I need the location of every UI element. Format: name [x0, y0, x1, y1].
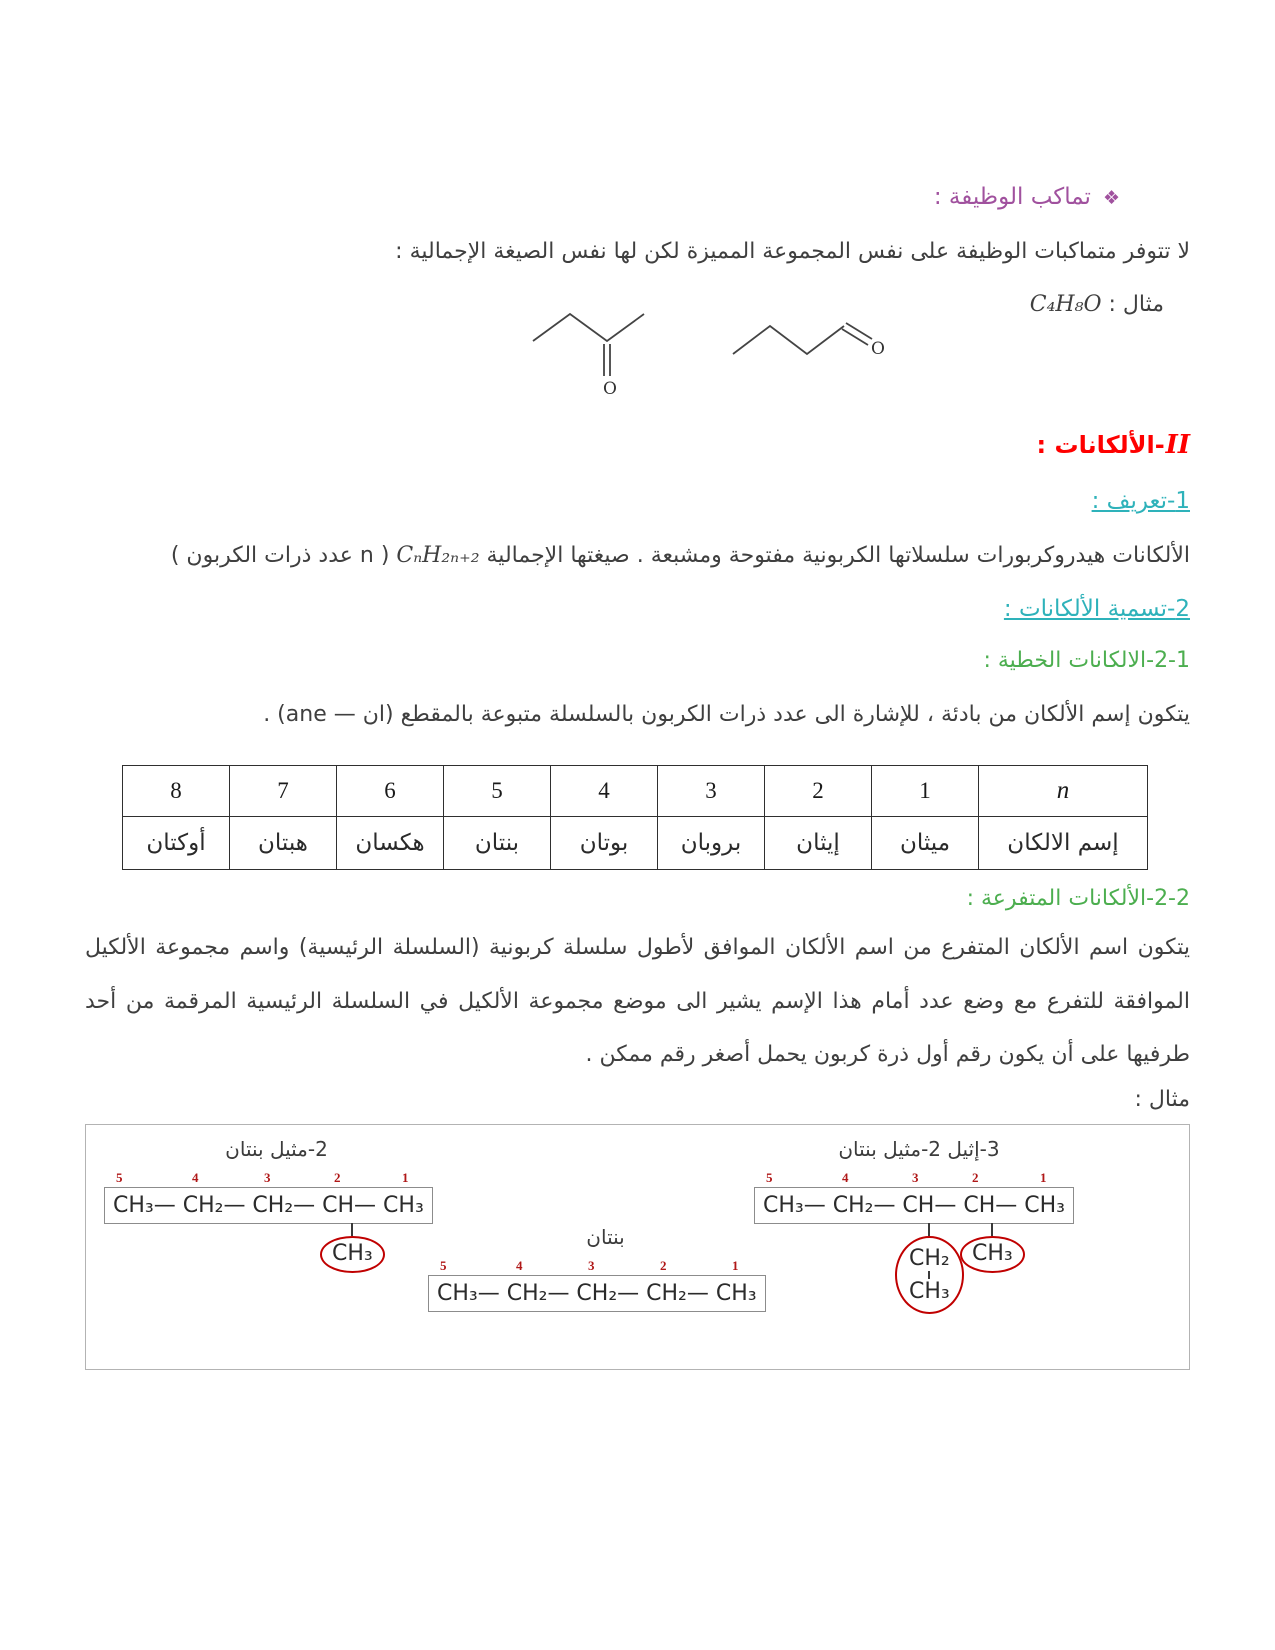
general-formula: CₙH₂ₙ₊₂ [396, 542, 480, 568]
carbon-chain: CH₃— CH₂— CH₂— CH₂— CH₃ [428, 1275, 766, 1312]
name-cell: هبتان [230, 816, 337, 869]
bond-line [928, 1271, 930, 1279]
alkanes-heading-text: -الألكانات : [1036, 430, 1165, 459]
alkanes-section-heading [85, 430, 1190, 460]
structure-3-ethyl-2-methylpentane [754, 1137, 1084, 1305]
ethyl-ch3: CH₃ [909, 1279, 950, 1305]
alkane-names-table [122, 765, 1148, 870]
header-cell: 8 [123, 765, 230, 816]
header-cell: 6 [337, 765, 444, 816]
carbon-number: 3 [588, 1258, 595, 1274]
isomerism-paragraph: لا تتوفر متماكبات الوظيفة على نفس المجموعة المميزة لكن لها نفس الصيغة الإجمالية : [395, 239, 1190, 264]
bond-line [928, 1223, 930, 1236]
section-number: II [1165, 429, 1190, 460]
structure-2-methylpentane [104, 1137, 449, 1267]
carbon-number: 2 [660, 1258, 667, 1274]
structure-label: بنتان [586, 1225, 625, 1250]
skeletal-structures [525, 296, 887, 398]
methyl-branch [960, 1223, 1025, 1273]
oxygen-atom-label: O [871, 338, 885, 359]
circled-methyl-group: CH₃ [320, 1236, 385, 1273]
carbon-number: 2 [334, 1170, 341, 1186]
carbon-number: 4 [192, 1170, 199, 1186]
carbon-number: 1 [732, 1258, 739, 1274]
circled-ethyl-group [895, 1236, 964, 1314]
table-names-row [123, 816, 1148, 869]
name-cell: هكسان [337, 816, 444, 869]
carbon-number: 5 [116, 1170, 123, 1186]
name-cell: بوتان [551, 816, 658, 869]
carbon-number: 5 [440, 1258, 447, 1274]
carbon-chain: CH₃— CH₂— CH— CH— CH₃ [754, 1187, 1074, 1224]
name-cell: أوكتان [123, 816, 230, 869]
bond-line [991, 1223, 993, 1236]
ethyl-ch2: CH₂ [909, 1246, 950, 1272]
name-cell-title: إسم الالكان [979, 816, 1148, 869]
structure-label: 2-مثيل بنتان [225, 1137, 328, 1162]
name-cell: ميثان [872, 816, 979, 869]
header-cell: 3 [658, 765, 765, 816]
isomerism-heading [85, 184, 1120, 210]
branched-example-label: مثال : [1134, 1087, 1190, 1113]
name-cell: بروبان [658, 816, 765, 869]
carbon-numbers [104, 1170, 449, 1187]
carbon-number: 5 [766, 1170, 773, 1186]
structure-label: 3-إثيل 2-مثيل بنتان [838, 1137, 1000, 1162]
example-line [1030, 292, 1164, 317]
definition-text: الألكانات هيدروكربورات سلسلاتها الكربونية مفتوحة ومشبعة . صيغتها الإجمالية [486, 542, 1190, 568]
carbon-number: 4 [516, 1258, 523, 1274]
circled-methyl-group: CH₃ [960, 1236, 1025, 1273]
carbon-number: 2 [972, 1170, 979, 1186]
branched-alkanes-paragraph: يتكون اسم الألكان المتفرع من اسم الألكان الموافق لأطول سلسلة كربونية (السلسلة الرئيسية) واسم مجموعة الألكيل الموافقة للتفرع مع وضع عدد أمام هذا الإسم يشير الى موضع مجموعة الألكيل في السلسلة الرئيسية المرقمة من أحد طرفيها على أن يكون رقم أول ذرة كربون يحمل أصغر رقم ممكن . [85, 934, 1190, 1068]
definition-heading-text: 1-تعريف : [1091, 487, 1190, 514]
header-cell: 1 [872, 765, 979, 816]
name-cell: إيثان [765, 816, 872, 869]
carbon-number: 3 [912, 1170, 919, 1186]
methyl-branch [320, 1223, 385, 1273]
naming-heading [85, 596, 1190, 622]
bond-line [351, 1223, 353, 1236]
butanal-skeletal-structure [725, 296, 887, 376]
structure-pentane [428, 1225, 783, 1312]
linear-alkanes-heading: 2-1-الالكانات الخطية : [983, 647, 1190, 673]
naming-heading-text: 2-تسمية الألكانات : [1003, 595, 1190, 622]
name-cell: بنتان [444, 816, 551, 869]
header-cell: 2 [765, 765, 872, 816]
linear-alkanes-paragraph: يتكون إسم الألكان من بادئة ، للإشارة الى عدد ذرات الكربون بالسلسلة متبوعة بالمقطع (ان — ane) . [263, 701, 1190, 727]
oxygen-atom-label: O [603, 378, 617, 398]
isomerism-heading-text: تماكب الوظيفة : [933, 184, 1091, 210]
definition-tail: ( n عدد ذرات الكربون ) [170, 542, 390, 568]
example-label: مثال : [1108, 291, 1164, 317]
diamond-bullet-icon: ❖ [1102, 187, 1120, 209]
header-cell-n: n [979, 765, 1148, 816]
carbon-numbers [754, 1170, 1084, 1187]
definition-heading [85, 488, 1190, 514]
branched-alkanes-figure [85, 1124, 1190, 1370]
molecular-formula: C₄H₈O [1029, 291, 1102, 317]
carbon-numbers [428, 1258, 783, 1275]
carbon-number: 4 [842, 1170, 849, 1186]
formula-example-block [85, 292, 1190, 410]
ethyl-branch [895, 1223, 964, 1314]
butanone-skeletal-structure [525, 296, 675, 398]
carbon-number: 1 [402, 1170, 409, 1186]
branched-alkanes-heading: 2-2-الألكانات المتفرعة : [966, 885, 1190, 911]
carbon-chain: CH₃— CH₂— CH₂— CH— CH₃ [104, 1187, 433, 1224]
header-cell: 4 [551, 765, 658, 816]
carbon-number: 1 [1040, 1170, 1047, 1186]
header-cell: 5 [444, 765, 551, 816]
carbon-number: 3 [264, 1170, 271, 1186]
definition-paragraph [85, 540, 1190, 572]
header-cell: 7 [230, 765, 337, 816]
table-header-row [123, 765, 1148, 816]
